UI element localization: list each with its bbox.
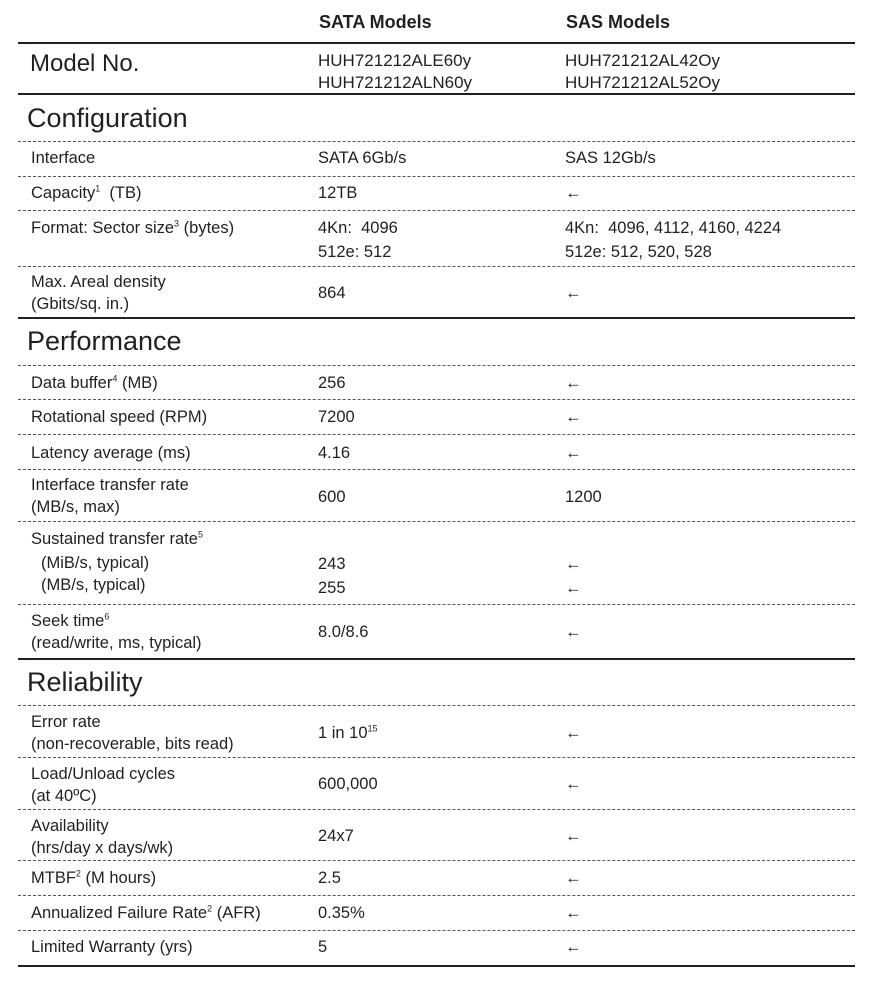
model-label: Model No. — [30, 50, 140, 77]
sata-value: 243 255 — [318, 555, 346, 597]
same-arrow: ← — [565, 827, 582, 845]
row-label: Latency average (ms) — [31, 444, 191, 462]
same-arrow: ← — [565, 775, 582, 793]
sas-model-1: HUH721212AL42Oy — [565, 51, 720, 70]
row-label: Availability (hrs/day x days/wk) — [31, 817, 174, 857]
sata-value: 7200 — [318, 408, 355, 426]
sustained-transfer-rate-row — [18, 521, 855, 604]
row-label: Interface transfer rate (MB/s, max) — [31, 476, 189, 516]
section-title: Configuration — [27, 103, 188, 133]
areal-density-row — [18, 266, 855, 317]
sata-value: 2.5 — [318, 869, 341, 887]
sata-value: 24x7 — [318, 827, 354, 845]
load-unload-row — [18, 757, 855, 809]
sata-value: 5 — [318, 938, 328, 956]
mtbf-row — [18, 860, 855, 895]
interface-transfer-rate-row — [18, 469, 855, 521]
sata-models — [318, 50, 472, 94]
sata-value: 12TB — [318, 184, 358, 202]
same-arrow: ← — [565, 284, 582, 302]
sata-value: 864 — [318, 284, 346, 302]
row-label: Load/Unload cycles (at 40ºC) — [31, 765, 176, 805]
sata-value: 4.16 — [318, 444, 351, 462]
same-arrow: ← — [565, 184, 582, 202]
same-arrow: ← — [565, 869, 582, 887]
sata-value: 256 — [318, 374, 346, 392]
row-label: Data buffer$^4$ (MB) — [31, 373, 158, 392]
sata-value: 600,000 — [318, 775, 378, 793]
same-arrow: ← — [565, 724, 582, 742]
row-label: Limited Warranty (yrs) — [31, 938, 193, 956]
table-header — [18, 0, 855, 44]
sata-value: 1 in $10^{15}$ — [318, 723, 378, 742]
same-arrow: ← — [565, 374, 582, 392]
sas-column-header: SAS Models — [566, 12, 671, 32]
data-buffer-row — [18, 365, 855, 399]
same-arrow: ← — [565, 408, 582, 426]
error-rate-row — [18, 705, 855, 757]
sas-value: 1200 — [565, 488, 602, 506]
warranty-row — [18, 930, 855, 965]
sas-models — [565, 50, 720, 94]
row-label: Seek time$^6$ (read/write, ms, typical) — [31, 611, 202, 652]
section-title: Reliability — [27, 667, 143, 697]
capacity-row — [18, 176, 855, 210]
sas-model-2: HUH721212AL52Oy — [565, 73, 720, 92]
row-label: Capacity$^1$ (TB) — [31, 183, 142, 202]
sata-value: 4Kn: 4096 512e: 512 — [318, 219, 398, 261]
latency-row — [18, 434, 855, 469]
row-label: Format: Sector size$^3$ (bytes) — [31, 218, 235, 237]
sas-value: 4Kn: 4096, 4112, 4160, 4224 512e: 512, 520, 528 — [565, 219, 782, 261]
row-label: Interface — [31, 149, 96, 167]
same-arrow: ← — [565, 938, 582, 956]
configuration-section — [18, 95, 855, 141]
afr-row — [18, 895, 855, 930]
same-arrow: ← — [565, 444, 582, 462]
row-label: Rotational speed (RPM) — [31, 408, 208, 426]
rotational-speed-row — [18, 399, 855, 434]
table-bottom-rule — [18, 965, 855, 967]
sata-model-1: HUH721212ALE60y — [318, 51, 472, 70]
availability-row — [18, 809, 855, 860]
row-label: Annualized Failure Rate$^2$ (AFR) — [31, 903, 261, 922]
row-label: MTBF$^2$ (M hours) — [31, 868, 157, 887]
same-arrow: ← ← — [565, 555, 582, 597]
reliability-section — [18, 659, 855, 705]
same-arrow: ← — [565, 904, 582, 922]
row-label: Sustained transfer rate$^5$ (MiB/s, typical) (MB/s, typical) — [31, 529, 203, 594]
sas-value: SAS 12Gb/s — [565, 149, 656, 167]
format-row — [18, 210, 855, 266]
sata-model-2: HUH721212ALN60y — [318, 73, 473, 92]
sata-value: 600 — [318, 488, 346, 506]
performance-section — [18, 318, 855, 364]
sata-column-header: SATA Models — [319, 12, 432, 32]
model-row — [18, 44, 855, 95]
sata-value: 8.0/8.6 — [318, 623, 369, 641]
row-label: Error rate (non-recoverable, bits read) — [31, 713, 234, 753]
sata-value: SATA 6Gb/s — [318, 149, 407, 167]
row-label: Max. Areal density (Gbits/sq. in.) — [31, 273, 166, 313]
seek-time-row — [18, 604, 855, 658]
section-title: Performance — [27, 326, 182, 356]
same-arrow: ← — [565, 623, 582, 641]
sata-value: 0.35% — [318, 904, 365, 922]
interface-row — [18, 141, 855, 176]
